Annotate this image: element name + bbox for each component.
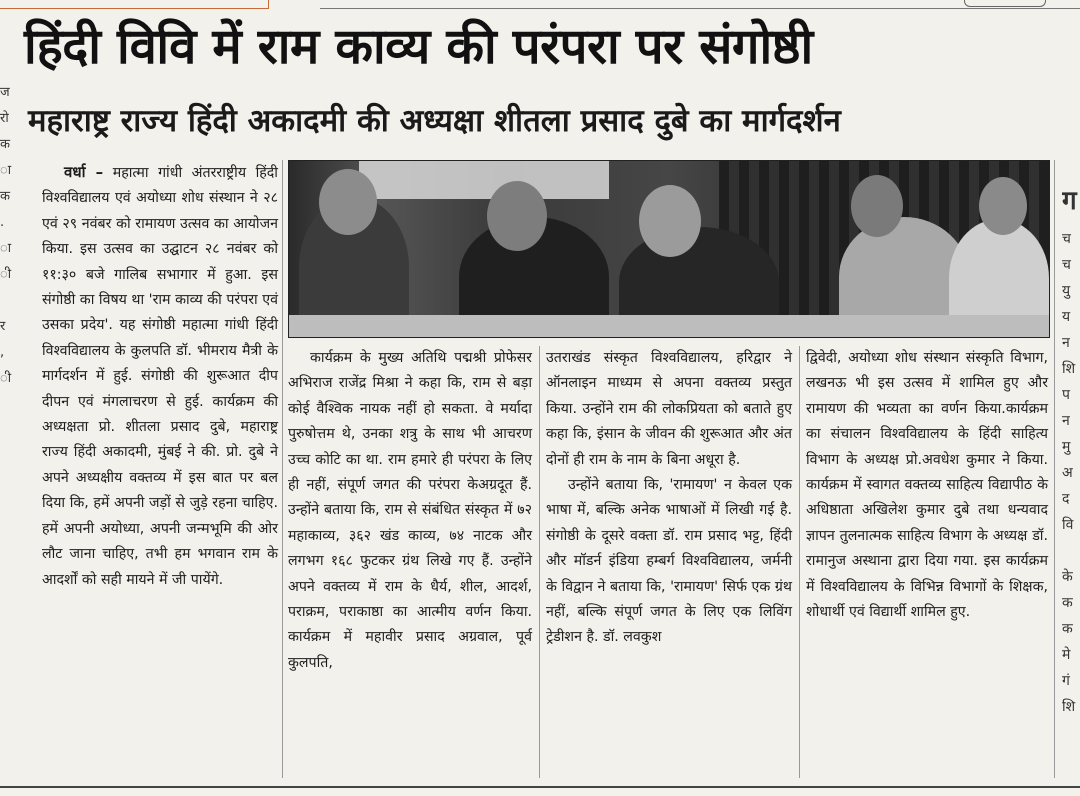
fragment-line: मु	[1062, 439, 1071, 455]
page-tab-border	[964, 0, 1046, 7]
fragment-line: च	[1062, 231, 1071, 247]
fragment-line: ज	[0, 85, 10, 100]
fragment-line: वि	[1062, 517, 1074, 533]
column-divider	[282, 160, 283, 778]
fragment-line: ी	[0, 267, 12, 282]
photo-person-head	[639, 185, 701, 257]
fragment-line: शि	[1062, 361, 1076, 377]
article-column-2	[288, 346, 532, 676]
photo-person-head	[319, 169, 377, 235]
fragment-line: ग	[1062, 186, 1077, 216]
column-divider	[1054, 160, 1055, 778]
fragment-line: क	[0, 189, 10, 204]
photo-person-head	[979, 177, 1027, 235]
fragment-line	[1062, 538, 1080, 564]
fragment-line: क	[1062, 621, 1073, 637]
fragment-line: ा	[0, 241, 12, 256]
fragment-line: न	[1062, 413, 1070, 429]
right-adjacent-column-fragment	[1062, 176, 1080, 720]
fragment-line: न	[1062, 335, 1070, 351]
left-adjacent-column-fragment	[0, 80, 14, 392]
top-rule	[320, 8, 1080, 9]
fragment-line: यु	[1062, 283, 1071, 299]
photo-backdrop-banner	[359, 161, 609, 199]
photo-person-head	[487, 181, 547, 251]
column-text: महात्मा गांधी अंतरराष्ट्रीय हिंदी विश्वविद्यालय एवं अयोध्या शोध संस्थान ने २८ एवं २९ नवंबर को रामायण उत्सव का आयोजन किया. इस उत्सव का उद्घाटन २८ नवंबर को ११:३० बजे गालिब सभागार में हुआ. इस संगोष्ठी का विषय था 'राम काव्य की परंपरा एवं उसका प्रदेय'. यह संगोष्ठी महात्मा गांधी हिंदी विश्वविद्यालय के कुलपति डॉ. भीमराय मैत्री के मार्गदर्शन में हुई. संगोष्ठी की शुरूआत दीप दीपन एवं मंगलाचरण से हुई. कार्यक्रम की अध्यक्षता प्रो. शीतला प्रसाद दुबे, महाराष्ट्र राज्य हिंदी अकादमी, मुंबई ने की. प्रो. दुबे ने अपने अध्यक्षीय वक्तव्य में इस बात पर बल दिया कि, हमें अपनी जड़ों से जुड़े रहना चाहिए. हमें अपनी अयोध्या, अपनी जन्मभूमि की ओर लौट जाना चाहिए, तभी हम भगवान राम के आदर्शों को सही मायने में जी पायेंगे.	[42, 165, 278, 588]
fragment-line: द	[1062, 491, 1070, 507]
bottom-rule	[0, 786, 1080, 788]
photo-table	[289, 315, 1049, 337]
article-column-4	[806, 346, 1048, 625]
fragment-line: क	[1062, 595, 1073, 611]
fragment-line	[0, 288, 14, 314]
column-text: कार्यक्रम के मुख्य अतिथि पद्मश्री प्रोफेसर अभिराज राजेंद्र मिश्रा ने कहा कि, राम से बड़ा कोई वैश्विक नायक नहीं हो सकता. वे मर्यादा पुरुषोत्तम थे, उनका शत्रु के साथ भी आचरण उच्च कोटि का था. राम हमारे ही परंपरा के लिए ही नहीं, संपूर्ण जगत की परंपरा केअग्रदूत हैं. उन्होंने बताया कि, राम से संबंधित संस्कृत में ७२ महाकाव्य, ३६२ खंड काव्य, ७४ नाटक और लगभग १६८ फुटकर ग्रंथ लिखे गए हैं. उन्होंने अपने वक्तव्य में राम के धैर्य, शील, आदर्श, पराक्रम, पराकाष्ठा का आत्मीय वर्णन किया. कार्यक्रम में महावीर प्रसाद अग्रवाल, पूर्व कुलपति,	[288, 350, 532, 671]
column-text: उन्होंने बताया कि, 'रामायण' न केवल एक भाषा में, बल्कि अनेक भाषाओं में लिखी गई है. संगोष्ठी के दूसरे वक्ता डॉ. राम प्रसाद भट्ट, हिंदी और मॉडर्न इंडिया हम्बर्ग विश्वविद्यालय, जर्मनी के विद्वान ने बताया कि, 'रामायण' सिर्फ एक ग्रंथ नहीं, बल्कि संपूर्ण जगत के लिए एक लिविंग ट्रेडीशन है. डॉ. लवकुश	[546, 477, 792, 646]
event-photo	[288, 160, 1050, 338]
column-divider	[799, 346, 800, 778]
previous-article-border	[0, 0, 269, 9]
fragment-line: य	[1062, 309, 1071, 325]
fragment-line: प	[1062, 387, 1070, 403]
fragment-line: अ	[1062, 465, 1073, 481]
fragment-line: ी	[0, 371, 12, 386]
column-text: उतराखंड संस्कृत विश्वविद्यालय, हरिद्वार ने ऑनलाइन माध्यम से अपना वक्तव्य प्रस्तुत किया. उन्होंने राम की लोकप्रियता को बताते हुए कहा कि, इंसान के जीवन की शुरूआत और अंत दोनों ही राम के नाम के बिना अधूरा है.	[546, 350, 792, 468]
headline: हिंदी विवि में राम काव्य की परंपरा पर संगोष्ठी	[24, 18, 813, 75]
fragment-line: क	[0, 137, 10, 152]
fragment-line: ा	[0, 163, 12, 178]
column-text: द्विवेदी, अयोध्या शोध संस्थान संस्कृति विभाग, लखनऊ भी इस उत्सव में शामिल हुए और रामायण की भव्यता का वर्णन किया.कार्यक्रम का संचालन विश्वविद्यालय के हिंदी साहित्य विभाग के अध्यक्ष प्रो.अवधेश कुमार ने किया. कार्यक्रम में स्वागत वक्तव्य साहित्य विद्यापीठ के अधिष्ठाता अखिलेश कुमार दुबे तथा धन्यवाद ज्ञापन तुलनात्मक साहित्य विभाग के अध्यक्ष डॉ. रामानुज अस्थाना द्वारा दिया गया. इस कार्यक्रम में विश्वविद्यालय के विभिन्न विभागों के शिक्षक, शोधार्थी एवं विद्यार्थी शामिल हुए.	[806, 350, 1048, 621]
fragment-line: र	[0, 319, 6, 334]
fragment-line: गं	[1062, 673, 1070, 689]
fragment-line: मे	[1062, 647, 1071, 663]
fragment-line: के	[1062, 569, 1073, 585]
column-divider	[539, 346, 540, 778]
article-column-3	[546, 346, 792, 651]
subheadline: महाराष्ट्र राज्य हिंदी अकादमी की अध्यक्षा शीतला प्रसाद दुबे का मार्गदर्शन	[28, 103, 841, 139]
article-column-1	[42, 160, 278, 593]
fragment-line: शि	[1062, 699, 1076, 715]
photo-person-head	[851, 175, 903, 237]
fragment-line: च	[1062, 257, 1071, 273]
fragment-line: रो	[0, 111, 9, 126]
fragment-line: .	[0, 215, 5, 230]
dateline: वर्धा –	[64, 163, 104, 181]
fragment-line: ,	[0, 345, 5, 360]
